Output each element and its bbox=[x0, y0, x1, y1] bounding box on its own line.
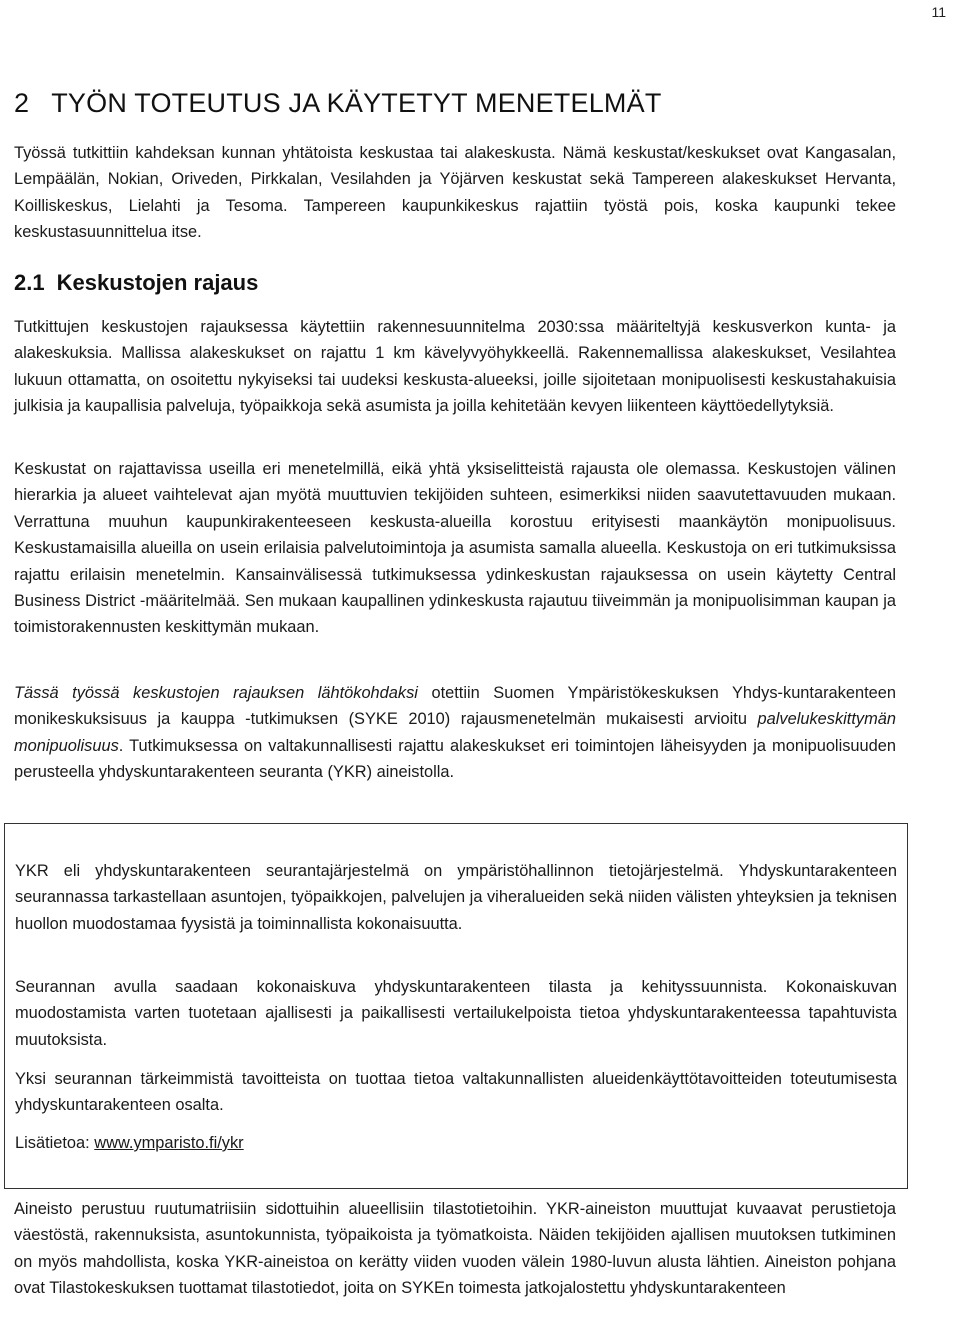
section-heading bbox=[14, 270, 258, 296]
chapter-heading bbox=[14, 88, 662, 119]
intro-paragraph: Työssä tutkittiin kahdeksan kunnan yhtätoista keskustaa tai alakeskusta. Nämä keskustat/keskukset ovat Kangasalan, Lempäälän, Nokian, Oriveden, Pirkkalan, Vesilahden ja Yöjärven keskustat sekä Tampereen alakeskukset Hervanta, Koilliskeskus, Lielahti ja Tesoma. Tampereen kaupunkikeskus rajattiin työstä pois, koska kaupunki tekee keskustasuunnittelua itse. bbox=[14, 144, 896, 242]
info-box-paragraph-1: YKR eli yhdyskuntarakenteen seurantajärjestelmä on ympäristöhallinnon tietojärjestelmä. Yhdyskuntarakenteen seurannassa tarkastellaan asuntojen, työpaikkojen, palvelujen ja viheralueiden sekä niiden välisten yhteyksien ja teknisen huollon muodostamaa fyysistä ja toiminnallista kokonaisuutta. bbox=[15, 862, 898, 933]
section-title: Keskustojen rajaus bbox=[56, 270, 259, 295]
info-box-paragraph-2: Seurannan avulla saadaan kokonaiskuva yhdyskuntarakenteen tilasta ja kehityssuunnista. Kokonaiskuvan muodostamista varten tuotetaan ajallisesti ja paikallisesti vertailukelpoista tietoa yhdyskuntarakenteessa tapahtuvista muutoksista. bbox=[15, 978, 897, 1049]
italic-phrase-1: Tässä työssä keskustojen rajauksen lähtökohdaksi bbox=[14, 684, 418, 702]
section-paragraph-1: Tutkittujen keskustojen rajauksessa käytettiin rakennesuunnitelma 2030:ssa määriteltyjä keskusverkon kunta- ja alakeskuksia. Mallissa alakeskukset on rajattu 1 km kävelyvyöhykkeellä. Rakennemallissa alakeskukset, Vesilahtea lukuun ottamatta, on osoitettu nykyiseksi tai uudeksi keskusta-alueeksi, joille sijoitetaan monipuolisesti keskustahakuisia julkisia ja kaupallisia palveluja, työpaikkoja sekä asumista ja joilla kehitetään kevyen liikenteen käyttöedellytyksiä. bbox=[14, 318, 896, 416]
more-info-line bbox=[15, 1130, 897, 1156]
closing-paragraph: Aineisto perustuu ruutumatriisiin sidottuihin alueellisiin tilastotietoihin. YKR-aineiston muuttujat kuvaavat perustietoja väestöstä, rakennuksista, asuntokunnista, työpaikoista ja työmatkoista. Näiden tekijöiden ajallisen muutoksen tutkiminen on myös mahdollista, koska YKR-aineistoa on kerätty viiden vuoden välein 1980-luvun alusta lähtien. Aineiston pohjana ovat Tilastokeskuksen tuottamat tilastotiedot, joita on SYKEn toimesta jatkojalostettu yhdyskuntarakenteen bbox=[14, 1200, 896, 1298]
ykr-info-box bbox=[4, 823, 908, 1189]
section-number: 2.1 bbox=[14, 270, 45, 295]
section-paragraph-3 bbox=[14, 680, 896, 786]
more-info-label: Lisätietoa: bbox=[15, 1134, 95, 1152]
section-paragraph-2: Keskustat on rajattavissa useilla eri menetelmillä, eikä yhtä yksiselitteistä rajausta ole olemassa. Keskustojen välinen hierarkia ja alueet vaihtelevat ajan myötä muuttuvien tekijöiden suhteen, esimerkiksi niiden saavutettavuuden mukaan. Verrattuna muuhun kaupunkirakenteeseen keskusta-alueilla korostuu erityisesti maankäytön monipuolisuus. Keskustamaisilla alueilla on usein erilaisia palvelutoimintoja ja asumista samalla alueella. Keskustoja on eri tutkimuksissa rajattu erilaisin menetelmin. Kansainvälisessä tutkimuksessa ydinkeskustan rajauksessa on usein käytetty Central Business District -määritelmää. Sen mukaan kaupallinen ydinkeskusta rajautuu tiiveimmän ja monipuolisimman kaupan ja toimistorakennusten keskittymän mukaan. bbox=[14, 460, 896, 637]
page-number: 11 bbox=[931, 4, 946, 20]
paragraph-text-2: . Tutkimuksessa on valtakunnallisesti rajattu alakeskukset eri toimintojen läheisyyden ja monipuolisuuden perusteella yhdyskuntarakenteen seuranta (YKR) aineistolla. bbox=[14, 736, 896, 782]
chapter-title: TYÖN TOTEUTUS JA KÄYTETYT MENETELMÄT bbox=[51, 88, 662, 118]
italic-phrase-2: palvelukeskittymän monipuolisuus bbox=[14, 710, 896, 755]
info-box-paragraph-3: Yksi seurannan tärkeimmistä tavoitteista on tuottaa tietoa valtakunnallisten alueidenkäyttötavoitteiden toteutumisesta yhdyskuntarakenteen osalta. bbox=[15, 1070, 897, 1115]
paragraph-text-1: otettiin Suomen Ympäristökeskuksen Yhdys-kuntarakenteen monikeskuksisuus ja kauppa -tutkimuksen (SYKE 2010) rajausmenetelmän mukaisesti arvioitu bbox=[14, 684, 896, 729]
chapter-number: 2 bbox=[14, 88, 30, 118]
ymparisto-link[interactable]: www.ymparisto.fi/ykr bbox=[94, 1134, 244, 1152]
